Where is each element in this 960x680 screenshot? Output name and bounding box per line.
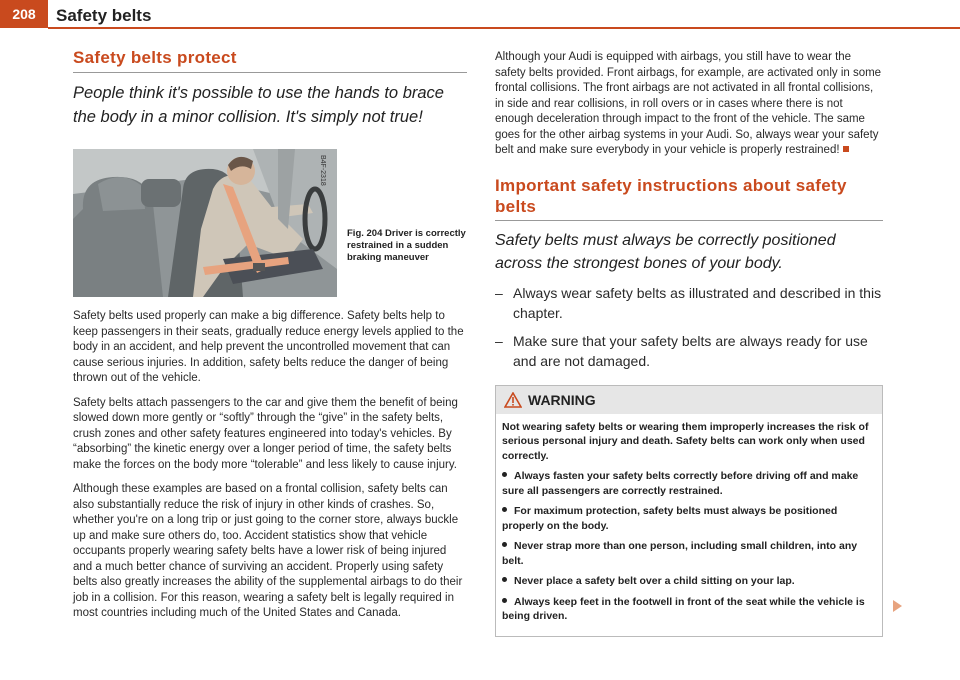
end-of-section-marker-icon — [843, 146, 849, 152]
section-title-important-instructions: Important safety instructions about safety belts — [495, 175, 883, 221]
section-title-belts-protect: Safety belts protect — [73, 48, 467, 73]
continue-arrow-icon — [893, 600, 902, 612]
running-head: Safety belts — [56, 6, 152, 25]
driver-illustration — [73, 149, 337, 297]
dash-icon: – — [495, 284, 503, 301]
paragraph: Safety belts attach passengers to the car and give them the benefit of being slowed down more gently or “softly” through the “give” in the safety belts, crush zones and other safety features engineered into today's vehicles. By “absorbing” the kinetic energy over a longer period of time, the safety belts make the forces on the body more “tolerable” and less likely to cause injury. — [73, 396, 458, 471]
page-number: 208 — [0, 0, 48, 28]
paragraph: Although these examples are based on a frontal collision, safety belts can also substantially reduce the risk of injury in other kinds of crashes. So, whether you're on a long trip or just going to the corner store, always buckle up and make sure others do, too. Accident statistics show that vehicle occupants properly wearing safety belts have a lower risk of being injured and a much better chance of surviving an accident. Properly using safety belts also greatly increases the ability of the supplemental airbags to do their job in a collision. For this reason, wearing a safety belt is legally required in most countries including much of the United States and Canada. — [73, 483, 463, 619]
warning-item-text: Always fasten your safety belts correctly before driving off and make sure all passengers are correctly restrained. — [502, 470, 859, 497]
warning-item-text: Never strap more than one person, including small children, into any belt. — [502, 540, 858, 567]
warning-intro: Not wearing safety belts or wearing them improperly increases the risk of serious personal injury and death. Safety belts can work only when used correctly. — [502, 420, 869, 462]
bullet-icon — [502, 542, 507, 547]
warning-item-text: Never place a safety belt over a child sitting on your lap. — [514, 575, 795, 587]
warning-triangle-icon — [504, 392, 522, 408]
bullet-icon — [502, 472, 507, 477]
dash-icon: – — [495, 332, 503, 349]
airbag-intro-text: Although your Audi is equipped with airbags, you still have to wear the safety belts provided. Front airbags, for example, are activated only in some frontal collisions. The front airbags are not activated in all frontal collisions, in side and rear collisions, in roll overs or in cases where there is not enough deceleration through impact to the front of the vehicle. The same goes for the other airbag systems in your Audi. So, always wear your safety belt and make sure everybody in your vehicle is properly restrained! — [495, 51, 882, 156]
warning-item — [502, 469, 876, 498]
list-item — [495, 283, 883, 323]
body-text — [73, 309, 467, 622]
bullet-icon — [502, 598, 507, 603]
warning-item — [502, 595, 876, 624]
bullet-icon — [502, 507, 507, 512]
figure-caption: Fig. 204 Driver is correctly restrained in a sudden braking maneuver — [347, 228, 466, 263]
list-item-text: Make sure that your safety belts are always ready for use and are not damaged. — [513, 332, 868, 369]
warning-item — [502, 504, 876, 533]
airbag-intro-paragraph — [495, 50, 883, 159]
warning-title: WARNING — [528, 391, 596, 408]
warning-item-text: For maximum protection, safety belts must always be positioned properly on the body. — [502, 505, 838, 532]
warning-item — [502, 574, 876, 589]
warning-box — [495, 385, 883, 637]
figure — [73, 149, 467, 299]
figure-code: B4F-2318 — [319, 155, 326, 186]
warning-body — [496, 414, 882, 636]
warning-header — [496, 386, 882, 414]
list-item-text: Always wear safety belts as illustrated and described in this chapter. — [513, 284, 882, 321]
warning-item-text: Always keep feet in the footwell in front of the seat while the vehicle is being driven. — [502, 595, 865, 622]
section-lead: Safety belts must always be correctly positioned across the strongest bones of your body. — [495, 231, 836, 272]
paragraph: Safety belts used properly can make a big difference. Safety belts help to keep passengers in their seats, gradually reduce energy levels applied to the body in an accident, and help prevent the uncontrolled movement that can cause serious injuries. In addition, safety belts reduce the danger of being thrown out of the vehicle. — [73, 310, 464, 384]
right-column — [495, 50, 883, 637]
section-lead: People think it's possible to use the hands to brace the body in a minor collision. It's simply not true! — [73, 84, 444, 126]
left-column — [73, 48, 467, 631]
warning-item — [502, 539, 876, 568]
header-rule — [48, 27, 960, 29]
bullet-icon — [502, 577, 507, 582]
instruction-list — [495, 283, 883, 371]
list-item — [495, 331, 883, 371]
